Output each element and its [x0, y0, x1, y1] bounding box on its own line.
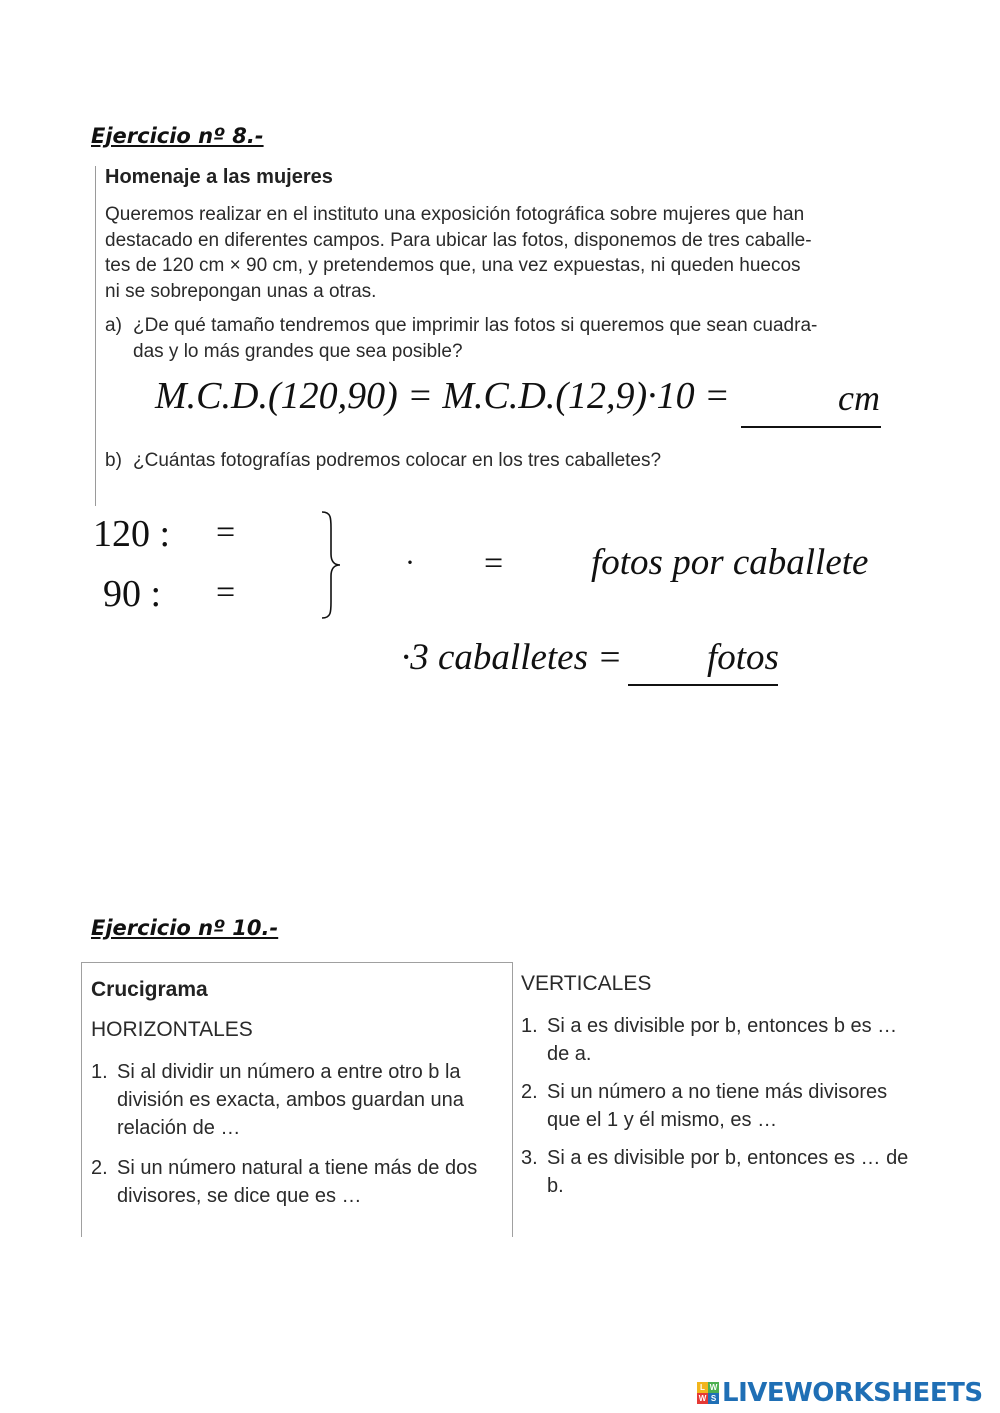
problem-left-border — [95, 166, 96, 506]
part-a-line: das y lo más grandes que sea posible? — [133, 340, 463, 362]
verticales-label: VERTICALES — [521, 972, 652, 995]
clue-number: 1. — [91, 1061, 108, 1083]
clue-text: Si a es divisible por b, entonces b es … de a. — [547, 1015, 898, 1065]
crossword-title: Crucigrama — [91, 978, 208, 1001]
part-b-label: b) — [105, 450, 122, 471]
verticales-list — [521, 1012, 921, 1200]
row-120-result-input[interactable] — [246, 516, 306, 552]
horizontal-clue — [91, 1154, 496, 1210]
liveworksheets-logo — [697, 1378, 983, 1408]
times-three-caballetes — [401, 636, 622, 679]
liveworksheets-logo-text: LIVEWORKSHEETS — [722, 1378, 983, 1408]
factor-2-input[interactable] — [420, 548, 470, 582]
row-90-input[interactable] — [162, 576, 212, 612]
mcd-formula: M.C.D.(120,90) = M.C.D.(12,9)·10 = — [155, 375, 730, 417]
horizontal-clue — [91, 1058, 496, 1142]
vertical-clue — [521, 1144, 921, 1200]
horizontales-list — [91, 1058, 496, 1210]
row-120-label: 120 : — [93, 513, 171, 555]
row-90-label: 90 : — [103, 573, 162, 615]
exercise-8-heading: Ejercicio nº 8.- — [91, 124, 264, 148]
mcd-unit: cm — [838, 378, 880, 418]
clue-number: 2. — [521, 1081, 538, 1103]
problem-title: Homenaje a las mujeres — [105, 166, 333, 188]
part-b-text: ¿Cuántas fotografías podremos colocar en los tres caballetes? — [133, 450, 662, 471]
row-120-input[interactable] — [162, 516, 212, 552]
right-brace-icon — [318, 508, 344, 622]
clue-number: 3. — [521, 1147, 538, 1169]
total-fotos-unit: fotos — [707, 637, 779, 678]
statement-line: Queremos realizar en el instituto una exposición fotográfica sobre mujeres que han — [105, 204, 805, 225]
horizontales-label: HORIZONTALES — [91, 1018, 253, 1041]
clue-text: Si un número natural a tiene más de dos divisores, se dice que es … — [117, 1157, 478, 1207]
vertical-clue — [521, 1012, 921, 1068]
factor-1-input[interactable] — [360, 548, 400, 582]
clue-text: Si un número a no tiene más divisores que el 1 y él mismo, es … — [547, 1081, 888, 1131]
product-equals: = — [484, 545, 504, 582]
times-three-caballetes-text: ·3 caballetes = — [401, 637, 623, 678]
row-120-equals: = — [216, 514, 236, 551]
part-a-label: a) — [105, 315, 122, 336]
part-b-question — [105, 448, 661, 474]
vertical-clue — [521, 1078, 921, 1134]
row-90-result-input[interactable] — [246, 576, 306, 612]
fotos-por-caballete: fotos por caballete — [591, 542, 869, 583]
product-result-input[interactable] — [518, 548, 582, 582]
product-dot: · — [405, 546, 415, 579]
part-a-line: ¿De qué tamaño tendremos que imprimir las fotos si queremos que sean cuadra- — [133, 315, 818, 336]
problem-statement — [105, 202, 895, 304]
clue-text: Si al dividir un número a entre otro b la división es exacta, ambos guardan una relación de … — [117, 1061, 464, 1139]
row-90-equals: = — [216, 574, 236, 611]
clue-text: Si a es divisible por b, entonces es … de b. — [547, 1147, 909, 1197]
statement-line: ni se sobrepongan unas a otras. — [105, 280, 377, 302]
fotos-per-easel-input[interactable] — [345, 640, 393, 676]
statement-line: tes de 120 cm × 90 cm, y pretendemos que, una vez expuestas, ni queden huecos — [105, 255, 801, 276]
clue-number: 2. — [91, 1157, 108, 1179]
exercise-10-heading: Ejercicio nº 10.- — [91, 916, 279, 940]
liveworksheets-logo-icon: L W W S — [698, 1383, 718, 1403]
part-a-question — [105, 313, 895, 364]
statement-line: destacado en diferentes campos. Para ubicar las fotos, disponemos de tres caballe- — [105, 229, 812, 251]
clue-number: 1. — [521, 1015, 538, 1037]
